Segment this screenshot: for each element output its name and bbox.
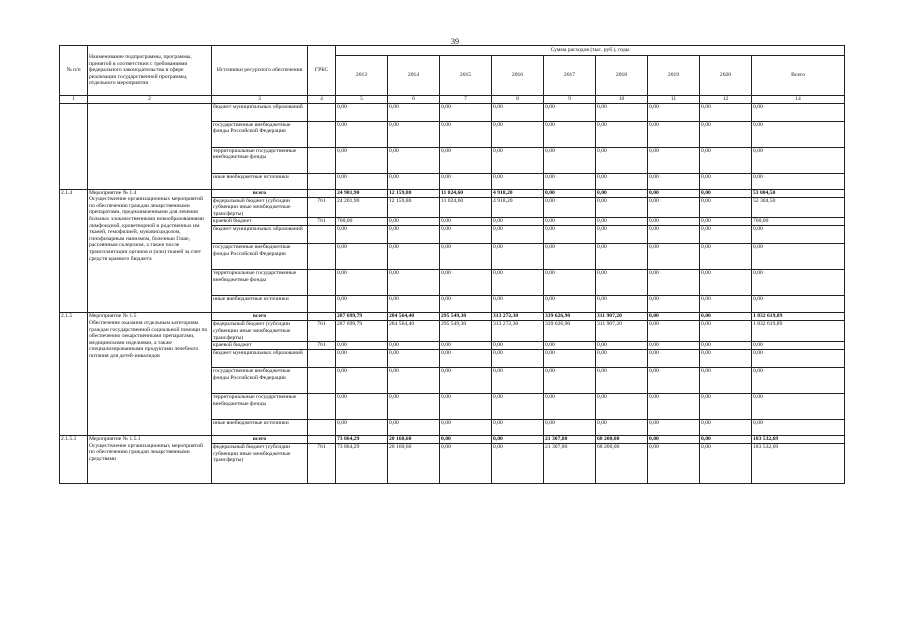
- amount-cell: 0,00: [544, 121, 596, 147]
- header-year: 2014: [388, 56, 440, 96]
- amount-cell: 0,00: [648, 350, 700, 368]
- funding-source: краевой бюджет: [212, 218, 308, 226]
- amount-cell: 0,00: [752, 342, 845, 350]
- amount-cell: 0,00: [492, 436, 544, 444]
- item-number: 2.1.5.1: [60, 436, 88, 484]
- amount-cell: 0,00: [492, 218, 544, 226]
- amount-cell: 12 159,80: [388, 197, 440, 218]
- amount-cell: 0,00: [336, 103, 388, 121]
- grbs-cell: [308, 270, 336, 296]
- amount-cell: 700,00: [752, 218, 845, 226]
- grbs-cell: 761: [308, 321, 336, 342]
- header-year: 2020: [700, 56, 752, 96]
- amount-cell: 21 307,80: [544, 436, 596, 444]
- amount-cell: 0,00: [336, 147, 388, 173]
- amount-cell: 0,00: [388, 103, 440, 121]
- amount-cell: 0,00: [596, 189, 648, 197]
- funding-source: федеральный бюджет (субсидии субвенции иные межбюджетные трансферты): [212, 321, 308, 342]
- amount-cell: 311 907,20: [596, 313, 648, 321]
- funding-source: федеральный бюджет (субсидии субвенции иные межбюджетные трансферты): [212, 444, 308, 484]
- amount-cell: 0,00: [440, 342, 492, 350]
- header-total: Всего: [752, 56, 845, 96]
- amount-cell: 0,00: [700, 350, 752, 368]
- amount-cell: 313 272,30: [492, 313, 544, 321]
- amount-cell: 0,00: [700, 296, 752, 313]
- amount-cell: 0,00: [648, 173, 700, 189]
- col-number: 3: [212, 96, 308, 104]
- amount-cell: 0,00: [700, 420, 752, 436]
- grbs-cell: 761: [308, 218, 336, 226]
- amount-cell: 0,00: [388, 218, 440, 226]
- amount-cell: 0,00: [388, 394, 440, 420]
- amount-cell: 0,00: [700, 226, 752, 244]
- item-text: Обеспечение оказания отдельным категориям граждан государственной социальной помощи по обеспечению лекарственными препаратами, медицинскими изделиями, а также специализированными продуктами лечебного питания для детей-инвалидов: [89, 319, 208, 359]
- funding-source: территориальные государственные внебюджетные фонды: [212, 147, 308, 173]
- item-description: [88, 313, 212, 436]
- amount-cell: 0,00: [648, 394, 700, 420]
- amount-cell: 0,00: [700, 313, 752, 321]
- grbs-cell: [308, 244, 336, 270]
- amount-cell: 0,00: [596, 342, 648, 350]
- col-number: 6: [388, 96, 440, 104]
- amount-cell: 0,00: [336, 394, 388, 420]
- amount-cell: 0,00: [700, 244, 752, 270]
- funding-source: всего: [212, 436, 308, 444]
- amount-cell: 339 626,90: [544, 321, 596, 342]
- funding-source: государственные внебюджетные фонды Российской Федерации: [212, 368, 308, 394]
- amount-cell: 68 200,00: [596, 444, 648, 484]
- funding-source: бюджет муниципальных образований: [212, 103, 308, 121]
- amount-cell: 0,00: [388, 121, 440, 147]
- funding-source: федеральный бюджет (субсидии субвенции иные межбюджетные трансферты): [212, 197, 308, 218]
- amount-cell: 0,00: [648, 270, 700, 296]
- grbs-cell: [308, 313, 336, 321]
- continuation-num-cell: [60, 103, 88, 189]
- amount-cell: 0,00: [752, 420, 845, 436]
- amount-cell: 0,00: [544, 350, 596, 368]
- amount-cell: 0,00: [544, 226, 596, 244]
- amount-cell: 0,00: [648, 313, 700, 321]
- amount-cell: 0,00: [440, 436, 492, 444]
- col-number: 8: [492, 96, 544, 104]
- grbs-cell: [308, 296, 336, 313]
- amount-cell: 0,00: [388, 244, 440, 270]
- grbs-cell: [308, 350, 336, 368]
- col-number: 9: [544, 96, 596, 104]
- amount-cell: 1 832 619,89: [752, 321, 845, 342]
- amount-cell: 0,00: [388, 342, 440, 350]
- page-number: 39: [451, 37, 459, 46]
- amount-cell: 0,00: [492, 244, 544, 270]
- amount-cell: 0,00: [596, 244, 648, 270]
- funding-source: иные внебюджетные источники: [212, 296, 308, 313]
- header-year: 2015: [440, 56, 492, 96]
- amount-cell: 24 201,90: [336, 197, 388, 218]
- amount-cell: 0,00: [700, 394, 752, 420]
- amount-cell: 311 907,20: [596, 321, 648, 342]
- amount-cell: 0,00: [648, 436, 700, 444]
- col-number: 12: [700, 96, 752, 104]
- amount-cell: 0,00: [440, 173, 492, 189]
- amount-cell: 11 024,60: [440, 197, 492, 218]
- amount-cell: 0,00: [492, 368, 544, 394]
- amount-cell: 73 864,29: [336, 444, 388, 484]
- table-row: [60, 103, 845, 121]
- col-number: 2: [88, 96, 212, 104]
- amount-cell: 0,00: [388, 270, 440, 296]
- funding-source: всего: [212, 189, 308, 197]
- amount-cell: 52 304,50: [752, 197, 845, 218]
- amount-cell: 0,00: [440, 420, 492, 436]
- amount-cell: 68 200,00: [596, 436, 648, 444]
- amount-cell: 0,00: [596, 420, 648, 436]
- amount-cell: 0,00: [648, 444, 700, 484]
- amount-cell: 183 532,69: [752, 436, 845, 444]
- item-number: 2.1.4: [60, 189, 88, 313]
- item-number: 2.1.5: [60, 313, 88, 436]
- amount-cell: 0,00: [596, 147, 648, 173]
- amount-cell: 0,00: [752, 394, 845, 420]
- funding-source: иные внебюджетные источники: [212, 173, 308, 189]
- amount-cell: 0,00: [596, 121, 648, 147]
- col-number: 10: [596, 96, 648, 104]
- amount-cell: 0,00: [544, 189, 596, 197]
- grbs-cell: 761: [308, 444, 336, 484]
- amount-cell: 0,00: [388, 226, 440, 244]
- amount-cell: 0,00: [648, 121, 700, 147]
- item-description: [88, 189, 212, 313]
- col-number: 5: [336, 96, 388, 104]
- funding-source: территориальные государственные внебюджетные фонды: [212, 270, 308, 296]
- amount-cell: 0,00: [648, 321, 700, 342]
- amount-cell: 0,00: [752, 350, 845, 368]
- amount-cell: 0,00: [492, 173, 544, 189]
- amount-cell: 0,00: [440, 103, 492, 121]
- amount-cell: 0,00: [752, 121, 845, 147]
- amount-cell: 0,00: [596, 368, 648, 394]
- header-year: 2017: [544, 56, 596, 96]
- amount-cell: 0,00: [544, 103, 596, 121]
- grbs-cell: 761: [308, 197, 336, 218]
- grbs-cell: [308, 420, 336, 436]
- amount-cell: 4 918,20: [492, 197, 544, 218]
- amount-cell: 1 832 619,89: [752, 313, 845, 321]
- amount-cell: 0,00: [544, 197, 596, 218]
- amount-cell: 295 549,30: [440, 313, 492, 321]
- amount-cell: 0,00: [648, 189, 700, 197]
- amount-cell: 0,00: [700, 173, 752, 189]
- amount-cell: 0,00: [648, 420, 700, 436]
- amount-cell: 339 626,90: [544, 313, 596, 321]
- amount-cell: 0,00: [336, 296, 388, 313]
- amount-cell: 0,00: [752, 147, 845, 173]
- amount-cell: 0,00: [596, 270, 648, 296]
- amount-cell: 0,00: [336, 270, 388, 296]
- amount-cell: 0,00: [492, 147, 544, 173]
- amount-cell: 0,00: [596, 394, 648, 420]
- amount-cell: 53 004,50: [752, 189, 845, 197]
- col-number: 1: [60, 96, 88, 104]
- amount-cell: 0,00: [492, 296, 544, 313]
- amount-cell: 287 699,79: [336, 321, 388, 342]
- amount-cell: 0,00: [336, 350, 388, 368]
- item-description: [88, 436, 212, 484]
- amount-cell: 0,00: [544, 394, 596, 420]
- amount-cell: 0,00: [336, 368, 388, 394]
- amount-cell: 0,00: [492, 350, 544, 368]
- amount-cell: 0,00: [388, 296, 440, 313]
- funding-source: краевой бюджет: [212, 342, 308, 350]
- amount-cell: 0,00: [544, 270, 596, 296]
- funding-source: иные внебюджетные источники: [212, 420, 308, 436]
- column-number-row: [60, 96, 845, 104]
- amount-cell: 284 564,40: [388, 313, 440, 321]
- amount-cell: 0,00: [700, 436, 752, 444]
- amount-cell: 0,00: [440, 270, 492, 296]
- amount-cell: 284 564,40: [388, 321, 440, 342]
- amount-cell: 0,00: [388, 147, 440, 173]
- resource-table: [59, 45, 845, 484]
- amount-cell: 0,00: [492, 420, 544, 436]
- col-number: 7: [440, 96, 492, 104]
- amount-cell: 0,00: [440, 350, 492, 368]
- amount-cell: 295 549,30: [440, 321, 492, 342]
- amount-cell: 0,00: [648, 226, 700, 244]
- amount-cell: 0,00: [440, 244, 492, 270]
- amount-cell: 0,00: [648, 296, 700, 313]
- item-title: Мероприятие № 1.5.1: [89, 436, 141, 443]
- amount-cell: 0,00: [492, 270, 544, 296]
- amount-cell: 0,00: [596, 103, 648, 121]
- header-name: Наименование подпрограммы, программы, принятой в соответствии с требованиями федерального законодательства в сфере реализации государственной программы, отдельного мероприятия: [88, 46, 212, 96]
- amount-cell: 0,00: [752, 244, 845, 270]
- amount-cell: 0,00: [336, 121, 388, 147]
- amount-cell: 0,00: [648, 244, 700, 270]
- header-year: 2016: [492, 56, 544, 96]
- amount-cell: 20 160,60: [388, 436, 440, 444]
- table-row: [60, 313, 845, 321]
- grbs-cell: 761: [308, 342, 336, 350]
- grbs-cell: [308, 226, 336, 244]
- amount-cell: 0,00: [440, 296, 492, 313]
- grbs-cell: [308, 394, 336, 420]
- amount-cell: 0,00: [440, 218, 492, 226]
- amount-cell: 0,00: [544, 147, 596, 173]
- amount-cell: 0,00: [648, 103, 700, 121]
- amount-cell: 0,00: [752, 226, 845, 244]
- funding-source: государственные внебюджетные фонды Российской Федерации: [212, 121, 308, 147]
- item-title: Мероприятие № 1.5: [89, 313, 137, 320]
- amount-cell: 183 532,69: [752, 444, 845, 484]
- item-title: Мероприятие № 1.4: [89, 189, 137, 196]
- item-text: Осуществление организационных мероприятий по обеспечению граждан лекарственными средствами: [89, 442, 203, 462]
- amount-cell: 0,00: [700, 270, 752, 296]
- amount-cell: 0,00: [440, 394, 492, 420]
- amount-cell: 0,00: [596, 296, 648, 313]
- header-year: 2013: [336, 56, 388, 96]
- grbs-cell: [308, 436, 336, 444]
- amount-cell: 0,00: [596, 197, 648, 218]
- amount-cell: 0,00: [544, 420, 596, 436]
- funding-source: государственные внебюджетные фонды Российской Федерации: [212, 244, 308, 270]
- amount-cell: 0,00: [544, 244, 596, 270]
- amount-cell: 0,00: [752, 296, 845, 313]
- amount-cell: 0,00: [388, 420, 440, 436]
- amount-cell: 0,00: [596, 173, 648, 189]
- funding-source: бюджет муниципальных образований: [212, 350, 308, 368]
- amount-cell: 24 901,90: [336, 189, 388, 197]
- amount-cell: 313 272,30: [492, 321, 544, 342]
- amount-cell: 0,00: [700, 121, 752, 147]
- table-body: [60, 103, 845, 484]
- amount-cell: 0,00: [648, 368, 700, 394]
- grbs-cell: [308, 368, 336, 394]
- header-source: Источники ресурсного обеспечения: [212, 46, 308, 96]
- amount-cell: 0,00: [492, 342, 544, 350]
- amount-cell: 0,00: [648, 197, 700, 218]
- amount-cell: 0,00: [492, 226, 544, 244]
- amount-cell: 0,00: [544, 342, 596, 350]
- amount-cell: 12 159,80: [388, 189, 440, 197]
- continuation-name-cell: [88, 103, 212, 189]
- header-grbs: ГРБС: [308, 46, 336, 96]
- amount-cell: 21 307,80: [544, 444, 596, 484]
- table-row: [60, 189, 845, 197]
- amount-cell: 0,00: [440, 121, 492, 147]
- amount-cell: 0,00: [336, 420, 388, 436]
- amount-cell: 0,00: [440, 444, 492, 484]
- amount-cell: 0,00: [700, 368, 752, 394]
- amount-cell: 0,00: [492, 103, 544, 121]
- funding-source: бюджет муниципальных образований: [212, 226, 308, 244]
- amount-cell: 0,00: [596, 218, 648, 226]
- amount-cell: 0,00: [388, 350, 440, 368]
- amount-cell: 0,00: [700, 147, 752, 173]
- amount-cell: 0,00: [752, 270, 845, 296]
- amount-cell: 0,00: [700, 189, 752, 197]
- amount-cell: 0,00: [336, 226, 388, 244]
- amount-cell: 0,00: [700, 342, 752, 350]
- amount-cell: 4 918,20: [492, 189, 544, 197]
- amount-cell: 0,00: [700, 218, 752, 226]
- header-year: 2018: [596, 56, 648, 96]
- amount-cell: 0,00: [388, 368, 440, 394]
- amount-cell: 0,00: [544, 218, 596, 226]
- amount-cell: 0,00: [648, 342, 700, 350]
- amount-cell: 0,00: [700, 103, 752, 121]
- amount-cell: 0,00: [440, 147, 492, 173]
- amount-cell: 0,00: [700, 444, 752, 484]
- amount-cell: 0,00: [336, 244, 388, 270]
- amount-cell: 0,00: [440, 368, 492, 394]
- amount-cell: 0,00: [700, 197, 752, 218]
- grbs-cell: [308, 147, 336, 173]
- amount-cell: 0,00: [336, 342, 388, 350]
- grbs-cell: [308, 103, 336, 121]
- item-text: Осуществление организационных мероприятий по обеспечению граждан лекарственными препаратами, предназначенными для лечения больных злокачественными новообразованиями лимфоидной, кроветворной и родственных им тканей, гемофилией, муковисцидозом, гипофизарным нанизмом, болезнью Гоше, рассеянным склерозом, а также после трансплантации органов и (или) тканей за счет средств краевого бюджета: [89, 196, 204, 262]
- amount-cell: 0,00: [648, 147, 700, 173]
- funding-source: территориальные государственные внебюджетные фонды: [212, 394, 308, 420]
- col-number: 11: [648, 96, 700, 104]
- col-number: 4: [308, 96, 336, 104]
- amount-cell: 0,00: [492, 444, 544, 484]
- amount-cell: 0,00: [388, 173, 440, 189]
- amount-cell: 0,00: [752, 173, 845, 189]
- amount-cell: 20 160,60: [388, 444, 440, 484]
- col-number: 14: [752, 96, 845, 104]
- amount-cell: 0,00: [752, 368, 845, 394]
- amount-cell: 287 699,79: [336, 313, 388, 321]
- amount-cell: 11 024,60: [440, 189, 492, 197]
- amount-cell: 0,00: [596, 226, 648, 244]
- funding-source: всего: [212, 313, 308, 321]
- amount-cell: 0,00: [544, 368, 596, 394]
- header-sum: Сумма расходов (тыс. руб.), годы: [336, 46, 845, 56]
- amount-cell: 0,00: [700, 321, 752, 342]
- amount-cell: 0,00: [440, 226, 492, 244]
- amount-cell: 0,00: [648, 218, 700, 226]
- amount-cell: 73 864,29: [336, 436, 388, 444]
- table-row: [60, 436, 845, 444]
- grbs-cell: [308, 173, 336, 189]
- amount-cell: 0,00: [596, 350, 648, 368]
- amount-cell: 0,00: [336, 173, 388, 189]
- amount-cell: 0,00: [544, 173, 596, 189]
- grbs-cell: [308, 121, 336, 147]
- header-num: № п/п: [60, 46, 88, 96]
- amount-cell: 0,00: [492, 121, 544, 147]
- grbs-cell: [308, 189, 336, 197]
- amount-cell: 0,00: [492, 394, 544, 420]
- amount-cell: 0,00: [544, 296, 596, 313]
- amount-cell: 700,00: [336, 218, 388, 226]
- amount-cell: 0,00: [752, 103, 845, 121]
- header-year: 2019: [648, 56, 700, 96]
